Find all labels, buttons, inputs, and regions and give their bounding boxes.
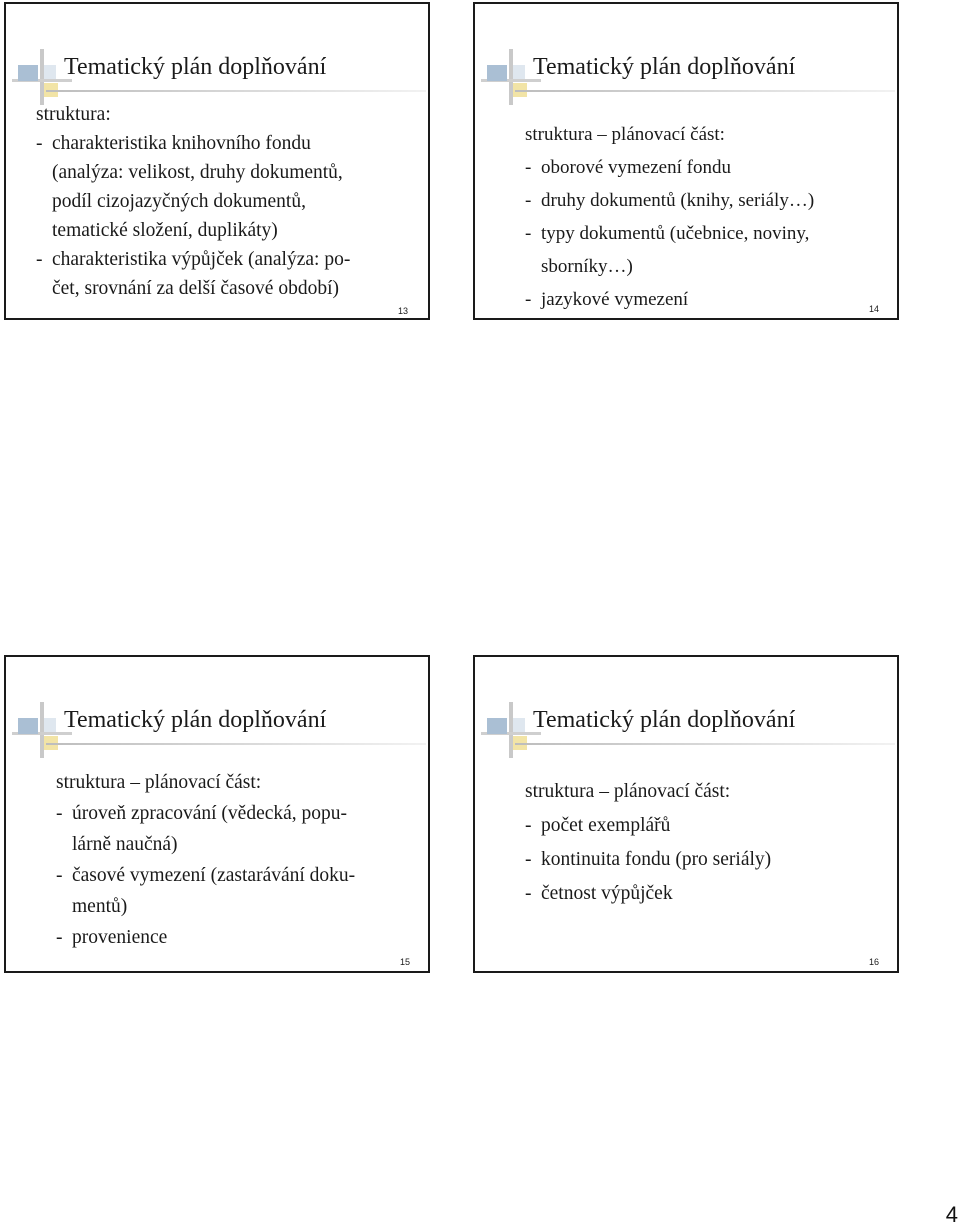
title-rule [515,90,895,92]
list-item [36,245,414,303]
slide-number: 15 [399,957,410,967]
list-item-line: - počet exemplářů [541,815,671,836]
list-item-line: - časové vymezení (zastarávání doku- [72,865,356,886]
list-item [56,922,414,953]
list-item-line: lárně naučná) [72,834,178,855]
list-item [36,129,414,245]
slide-intro: struktura: [36,104,111,125]
slide-intro: struktura – plánovací část: [525,781,731,802]
slide-decoration [12,702,72,758]
list-item [525,283,883,316]
list-item-line: - charakteristika knihovního fondu [52,133,311,154]
bullet-list [525,809,883,911]
list-item-line: - oborové vymezení fondu [541,157,731,178]
page-number: 4 [945,1202,958,1227]
list-item [525,843,883,877]
list-item-line: - typy dokumentů (učebnice, noviny, [541,223,810,244]
list-item-line: tematické složení, duplikáty) [52,220,278,241]
list-item-line: mentů) [72,896,128,917]
slide-15 [4,655,430,973]
list-item [525,877,883,911]
list-item-line: sborníky…) [541,256,633,277]
list-item-line: - provenience [72,927,168,948]
title-rule [515,743,895,745]
slide-number: 16 [868,957,879,967]
slide-intro: struktura – plánovací část: [56,772,262,793]
list-item [56,860,414,922]
list-item [525,184,883,217]
bullet-list [56,798,414,953]
list-item-line: - četnost výpůjček [541,883,673,904]
slide-title: Tematický plán doplňování [64,707,327,733]
list-item-line: - jazykové vymezení [541,289,689,310]
slide-16 [473,655,899,973]
slide-body [525,775,883,911]
bullet-list [36,129,414,303]
bullet-list [525,151,883,316]
slide-body [36,100,414,303]
title-rule [46,743,426,745]
slide-13 [4,2,430,320]
list-item-line: čet, srovnání za delší časové období) [52,278,339,299]
slide-decoration [12,49,72,105]
slide-title: Tematický plán doplňování [533,707,796,733]
slide-body [56,767,414,953]
slide-decoration [481,49,541,105]
title-rule [46,90,426,92]
list-item-line: podíl cizojazyčných dokumentů, [52,191,306,212]
slide-decoration [481,702,541,758]
slide-14 [473,2,899,320]
slide-intro: struktura – plánovací část: [525,124,725,145]
list-item-line: - druhy dokumentů (knihy, seriály…) [541,190,815,211]
slide-body [525,118,883,316]
list-item-line: - charakteristika výpůjček (analýza: po- [52,249,351,270]
list-item [525,217,883,283]
slide-number: 14 [868,304,879,314]
list-item [525,151,883,184]
slide-title: Tematický plán doplňování [64,54,327,80]
list-item-line: - úroveň zpracování (vědecká, popu- [72,803,348,824]
list-item-line: - kontinuita fondu (pro seriály) [541,849,772,870]
slide-title: Tematický plán doplňování [533,54,796,80]
list-item [525,809,883,843]
list-item [56,798,414,860]
slide-number: 13 [397,306,408,316]
list-item-line: (analýza: velikost, druhy dokumentů, [52,162,343,183]
